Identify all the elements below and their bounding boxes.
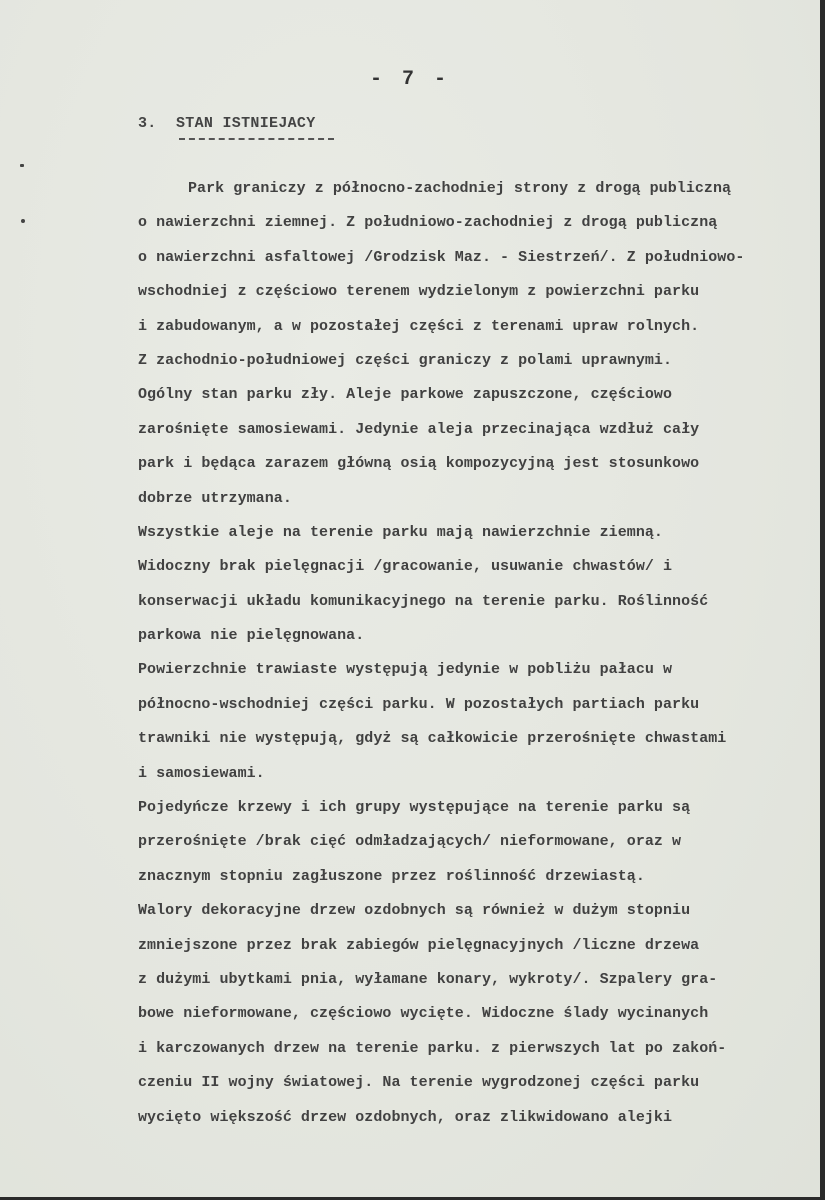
text-line: zmniejszone przez brak zabiegów pielęgnacyjnych /liczne drzewa [138,936,700,954]
text-line: znacznym stopniu zagłuszone przez roślinność drzewiastą. [138,867,645,885]
text-line: konserwacji układu komunikacyjnego na terenie parku. Roślinność [138,592,709,610]
text-line: Walory dekoracyjne drzew ozdobnych są również w dużym stopniu [138,902,691,920]
text-line: Park graniczy z północno-zachodniej strony z drogą publiczną [188,180,732,197]
text-line: Powierzchnie trawiaste występują jedynie w pobliżu pałacu w [138,661,673,679]
body-text [138,172,808,1135]
section-number: 3. [138,115,157,132]
text-line: i zabudowanym, a w pozostałej części z terenami upraw rolnych. [138,317,700,335]
text-line: dobrze utrzymana. [138,489,292,507]
text-line: wycięto większość drzew ozdobnych, oraz zlikwidowano alejki [138,1108,673,1126]
text-line: Pojedyńcze krzewy i ich grupy występujące na terenie parku są [138,799,691,817]
heading-underline [179,138,334,144]
section-title: STAN ISTNIEJACY [176,115,316,132]
text-line: wschodniej z częściowo terenem wydzielonym z powierzchni parku [138,283,700,301]
text-line: zarośnięte samosiewami. Jedynie aleja przecinająca wzdłuż cały [138,420,700,438]
margin-mark [20,164,24,167]
text-line: Z zachodnio-południowej części graniczy z polami uprawnymi. [138,351,673,369]
section-heading [138,115,316,132]
text-line: Wszystkie aleje na terenie parku mają nawierzchnie ziemną. [138,523,663,541]
text-line: park i będąca zarazem główną osią kompozycyjną jest stosunkowo [138,455,700,473]
text-line: północno-wschodniej części parku. W pozostałych partiach parku [138,695,700,713]
text-line: i karczowanych drzew na terenie parku. z pierwszych lat po zakoń- [138,1039,727,1057]
text-line: Widoczny brak pielęgnacji /gracowanie, usuwanie chwastów/ i [138,558,673,576]
text-line: z dużymi ubytkami pnia, wyłamane konary, wykroty/. Szpalery gra- [138,970,718,988]
margin-dot [21,219,25,223]
text-line: parkowa nie pielęgnowana. [138,627,365,645]
text-line: czeniu II wojny światowej. Na terenie wygrodzonej części parku [138,1074,700,1092]
text-line: trawniki nie występują, gdyż są całkowicie przerośnięte chwastami [138,730,727,748]
page-number: - 7 - [369,68,450,91]
text-line: o nawierzchni ziemnej. Z południowo-zachodniej z drogą publiczną [138,214,718,232]
text-line: bowe nieformowane, częściowo wycięte. Widoczne ślady wycinanych [138,1005,709,1023]
text-line: Ogólny stan parku zły. Aleje parkowe zapuszczone, częściowo [138,386,673,404]
text-line: o nawierzchni asfaltowej /Grodzisk Maz. - Siestrzeń/. Z południowo- [138,248,745,266]
text-line: przerośnięte /brak cięć odmładzających/ nieformowane, oraz w [138,833,682,851]
text-line: i samosiewami. [138,764,265,782]
